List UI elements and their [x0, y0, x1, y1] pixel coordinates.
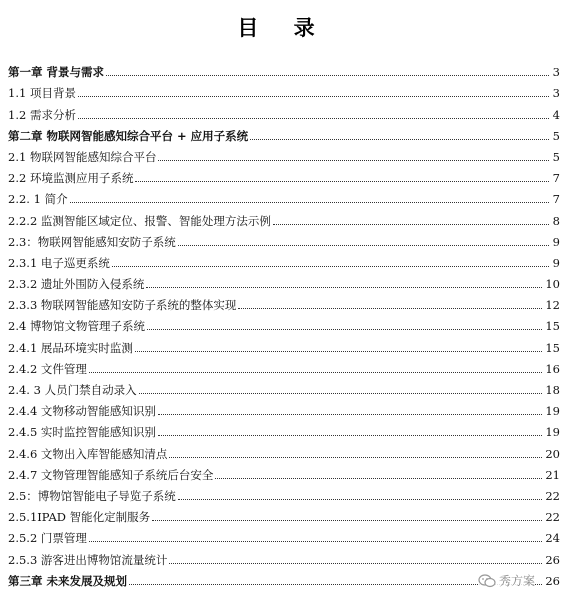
toc-entry-page-number: 5	[552, 128, 560, 143]
toc-entry[interactable]	[8, 524, 560, 545]
toc-chapter-entry[interactable]	[8, 58, 560, 79]
dot-leader	[78, 117, 549, 119]
dot-leader	[169, 562, 542, 564]
toc-entry-page-number: 20	[545, 446, 560, 461]
toc-entry-page-number: 19	[545, 425, 560, 440]
toc-entry-label: 2.4.1 展品环境实时监测	[8, 340, 133, 355]
toc-entry-label: 2.5.1IPAD 智能化定制服务	[8, 510, 151, 525]
toc-entry-label: 2.3：物联网智能感知安防子系统	[8, 234, 176, 249]
toc-entry-label: 2.2 环境监测应用子系统	[8, 171, 134, 186]
toc-entry-label: 2.3.2 遗址外围防入侵系统	[8, 277, 145, 292]
toc-entry-label: 2.3.1 电子巡更系统	[8, 255, 110, 270]
toc-entry[interactable]	[8, 249, 560, 270]
dot-leader	[215, 477, 542, 479]
toc-entry[interactable]	[8, 100, 560, 121]
dot-leader	[158, 434, 542, 436]
toc-entry-page-number: 12	[545, 298, 560, 313]
toc-entry-page-number: 5	[552, 149, 560, 164]
dot-leader	[147, 328, 542, 330]
toc-entry-label: 2.4.7 文物管理智能感知子系统后台安全	[8, 467, 214, 482]
toc-entry-label: 1.2 需求分析	[8, 107, 76, 122]
toc-entry-label: 第三章 未来发展及规划	[8, 573, 128, 588]
toc-entry[interactable]	[8, 185, 560, 206]
toc-entry-label: 2.5.3 游客进出博物馆流量统计	[8, 552, 168, 567]
toc-entry-label: 2.4.5 实时监控智能感知识别	[8, 425, 156, 440]
dot-leader	[158, 413, 542, 415]
toc-entry-page-number: 15	[545, 319, 560, 334]
toc-entry-page-number: 26	[545, 552, 560, 567]
toc-chapter-entry[interactable]	[8, 122, 560, 143]
watermark-text: 秀方案	[499, 574, 536, 588]
dot-leader	[89, 540, 542, 542]
toc-entry-page-number: 9	[552, 234, 560, 249]
dot-leader	[135, 350, 542, 352]
toc-entry[interactable]	[8, 206, 560, 227]
watermark	[478, 572, 535, 589]
dot-leader	[238, 307, 542, 309]
toc-entry[interactable]	[8, 164, 560, 185]
dot-leader	[169, 456, 542, 458]
toc-entry[interactable]	[8, 418, 560, 439]
dot-leader	[273, 223, 549, 225]
table-of-contents	[8, 58, 560, 588]
dot-leader	[89, 371, 542, 373]
toc-entry-page-number: 22	[545, 510, 560, 525]
toc-entry[interactable]	[8, 503, 560, 524]
toc-entry-label: 第一章 背景与需求	[8, 65, 105, 80]
toc-entry[interactable]	[8, 312, 560, 333]
toc-entry[interactable]	[8, 143, 560, 164]
toc-entry-page-number: 24	[545, 531, 560, 546]
toc-entry-label: 2.2. 1 简介	[8, 192, 68, 207]
toc-entry[interactable]	[8, 376, 560, 397]
dot-leader	[146, 286, 542, 288]
toc-entry-page-number: 8	[552, 213, 560, 228]
toc-entry-label: 2.2.2 监测智能区域定位、报警、智能处理方法示例	[8, 213, 271, 228]
toc-entry-page-number: 16	[545, 361, 560, 376]
toc-entry-page-number: 10	[545, 277, 560, 292]
toc-entry-label: 2.4.2 文件管理	[8, 361, 87, 376]
toc-entry-page-number: 15	[545, 340, 560, 355]
toc-entry-page-number: 18	[545, 383, 560, 397]
toc-entry-page-number: 3	[552, 65, 560, 80]
toc-entry-label: 2.5：博物馆智能电子导览子系统	[8, 488, 176, 503]
toc-entry-page-number: 7	[552, 171, 560, 186]
toc-entry-label: 2.3.3 物联网智能感知安防子系统的整体实现	[8, 298, 237, 313]
toc-entry-page-number: 22	[545, 488, 560, 503]
toc-entry[interactable]	[8, 79, 560, 100]
toc-entry-page-number: 7	[552, 192, 560, 207]
toc-entry[interactable]	[8, 270, 560, 291]
dot-leader	[78, 95, 549, 97]
dot-leader	[106, 74, 549, 76]
toc-entry[interactable]	[8, 355, 560, 376]
toc-entry[interactable]	[8, 461, 560, 482]
dot-leader	[250, 138, 549, 140]
toc-entry[interactable]	[8, 333, 560, 354]
toc-entry-label: 第二章 物联网智能感知综合平台 + 应用子系统	[8, 128, 249, 143]
dot-leader	[178, 498, 543, 500]
toc-entry-label: 1.1 项目背景	[8, 86, 76, 101]
toc-entry-page-number: 9	[552, 255, 560, 270]
toc-entry[interactable]	[8, 482, 560, 503]
dot-leader	[178, 244, 549, 246]
toc-entry-label: 2.1 物联网智能感知综合平台	[8, 149, 157, 164]
toc-entry[interactable]	[8, 439, 560, 460]
toc-entry-label: 2.4.4 文物移动智能感知识别	[8, 404, 156, 419]
dot-leader	[158, 159, 549, 161]
dot-leader	[135, 180, 549, 182]
toc-entry[interactable]	[8, 291, 560, 312]
toc-entry-page-number: 4	[552, 107, 560, 122]
wechat-icon	[478, 574, 496, 588]
toc-entry-page-number: 3	[552, 86, 560, 101]
toc-entry[interactable]	[8, 228, 560, 249]
dot-leader	[152, 519, 542, 521]
toc-entry-label: 2.4. 3 人员门禁自动录入	[8, 383, 137, 397]
toc-entry-page-number: 26	[545, 573, 560, 588]
toc-entry[interactable]	[8, 397, 560, 418]
toc-entry[interactable]	[8, 545, 560, 566]
toc-entry-label: 2.4.6 文物出入库智能感知清点	[8, 446, 168, 461]
dot-leader	[139, 392, 543, 394]
dot-leader	[70, 201, 549, 203]
page-title: 目 录	[237, 16, 329, 40]
toc-entry-label: 2.5.2 门票管理	[8, 531, 87, 546]
toc-entry-page-number: 19	[545, 404, 560, 419]
toc-entry-page-number: 21	[545, 467, 560, 482]
dot-leader	[112, 265, 549, 267]
toc-entry-label: 2.4 博物馆文物管理子系统	[8, 319, 145, 334]
